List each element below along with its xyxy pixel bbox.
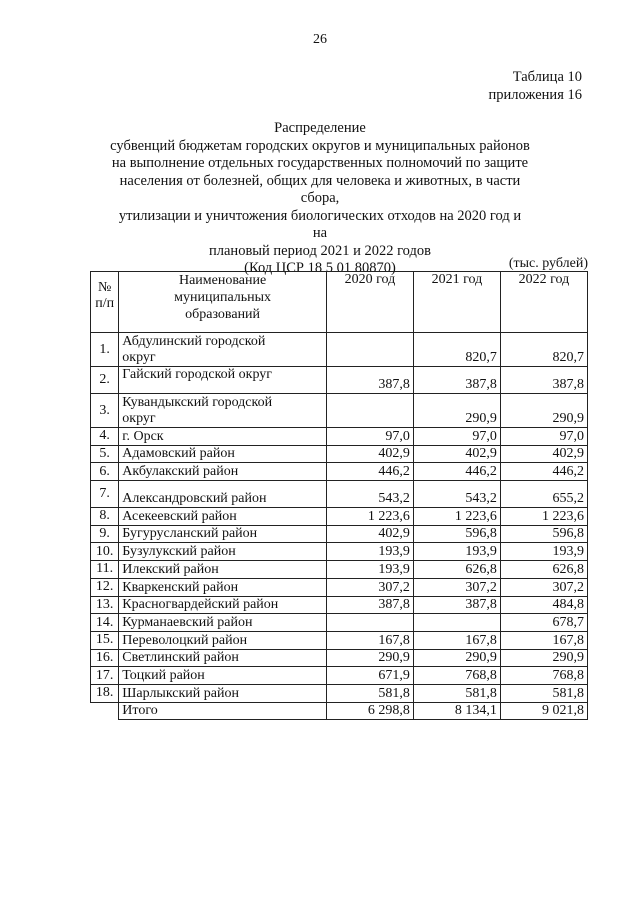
row-number: 11. bbox=[91, 561, 119, 579]
header-2022: 2022 год bbox=[500, 272, 587, 333]
row-number: 6. bbox=[91, 463, 119, 481]
value-2020: 387,8 bbox=[326, 596, 413, 614]
value-2020: 193,9 bbox=[326, 543, 413, 561]
table-row bbox=[91, 394, 588, 428]
header-name bbox=[119, 272, 327, 333]
row-name-line: Кувандыкский городской bbox=[122, 395, 273, 410]
value-2022: 581,8 bbox=[500, 684, 587, 702]
value-2021: 167,8 bbox=[413, 631, 500, 649]
value-2020: 446,2 bbox=[326, 463, 413, 481]
value-2020: 167,8 bbox=[326, 631, 413, 649]
heading-line: (Код ЦСР 18 5 01 80870) bbox=[244, 260, 396, 276]
heading-line: плановый период 2021 и 2022 годов bbox=[209, 242, 431, 259]
table-header-row bbox=[91, 272, 588, 333]
row-number: 3. bbox=[91, 394, 119, 428]
value-2021: 402,9 bbox=[413, 445, 500, 463]
value-2022: 387,8 bbox=[500, 367, 587, 394]
row-number: 15. bbox=[91, 631, 119, 649]
value-2020 bbox=[326, 394, 413, 428]
header-2021: 2021 год bbox=[413, 272, 500, 333]
heading-line: на выполнение отдельных государственных полномочий по защите bbox=[111, 155, 529, 171]
table-row bbox=[91, 561, 588, 579]
value-2020: 1 223,6 bbox=[326, 508, 413, 526]
total-2022: 9 021,8 bbox=[500, 702, 587, 720]
row-name-line: округ bbox=[122, 350, 156, 365]
row-number: 16. bbox=[91, 649, 119, 667]
value-2020 bbox=[326, 614, 413, 632]
value-2021: 626,8 bbox=[413, 561, 500, 579]
value-2021: 387,8 bbox=[413, 367, 500, 394]
value-2020: 193,9 bbox=[326, 561, 413, 579]
value-2021 bbox=[413, 614, 500, 632]
value-2022: 484,8 bbox=[500, 596, 587, 614]
value-2021: 290,9 bbox=[413, 649, 500, 667]
page-number: 26 bbox=[313, 32, 327, 47]
table-row bbox=[91, 525, 588, 543]
row-number: 9. bbox=[91, 525, 119, 543]
row-name bbox=[119, 333, 327, 367]
value-2020: 97,0 bbox=[326, 428, 413, 446]
appendix-reference: приложения 16 bbox=[488, 87, 582, 103]
table-row bbox=[91, 649, 588, 667]
value-2021: 387,8 bbox=[413, 596, 500, 614]
value-2021: 820,7 bbox=[413, 333, 500, 367]
unit-label: (тыс. рублей) bbox=[508, 256, 588, 271]
table-row bbox=[91, 481, 588, 508]
value-2022: 1 223,6 bbox=[500, 508, 587, 526]
value-2020: 402,9 bbox=[326, 445, 413, 463]
row-number: 10. bbox=[91, 543, 119, 561]
row-number: 4. bbox=[91, 428, 119, 446]
value-2020: 543,2 bbox=[326, 481, 413, 508]
row-number: 17. bbox=[91, 667, 119, 685]
row-name: Шарлыкский район bbox=[119, 684, 327, 702]
row-name: Александровский район bbox=[119, 481, 327, 508]
value-2020: 402,9 bbox=[326, 525, 413, 543]
row-number: 12. bbox=[91, 578, 119, 596]
value-2022: 307,2 bbox=[500, 578, 587, 596]
value-2021: 581,8 bbox=[413, 684, 500, 702]
row-name: Переволоцкий район bbox=[119, 631, 327, 649]
row-name: Тоцкий район bbox=[119, 667, 327, 685]
heading-line: утилизации и уничтожения биологических отходов на 2020 год и на bbox=[118, 207, 522, 241]
total-2020: 6 298,8 bbox=[326, 702, 413, 720]
value-2020: 671,9 bbox=[326, 667, 413, 685]
row-number: 2. bbox=[91, 367, 119, 394]
value-2021: 290,9 bbox=[413, 394, 500, 428]
table-row bbox=[91, 367, 588, 394]
value-2022: 446,2 bbox=[500, 463, 587, 481]
value-2021: 446,2 bbox=[413, 463, 500, 481]
value-2022: 820,7 bbox=[500, 333, 587, 367]
header-number-line: № bbox=[97, 280, 112, 295]
table-row bbox=[91, 543, 588, 561]
row-number: 14. bbox=[91, 614, 119, 632]
value-2022: 596,8 bbox=[500, 525, 587, 543]
row-number: 18. bbox=[91, 684, 119, 702]
row-number: 7. bbox=[91, 481, 119, 508]
document-heading bbox=[110, 120, 530, 278]
heading-line: Распределение bbox=[274, 120, 366, 136]
value-2020 bbox=[326, 333, 413, 367]
subsidy-table bbox=[90, 271, 588, 720]
value-2020: 290,9 bbox=[326, 649, 413, 667]
row-number: 8. bbox=[91, 508, 119, 526]
header-2020: 2020 год bbox=[326, 272, 413, 333]
value-2022: 626,8 bbox=[500, 561, 587, 579]
value-2021: 193,9 bbox=[413, 543, 500, 561]
row-name: Кваркенский район bbox=[119, 578, 327, 596]
total-2021: 8 134,1 bbox=[413, 702, 500, 720]
value-2022: 97,0 bbox=[500, 428, 587, 446]
row-name: Асекеевский район bbox=[119, 508, 327, 526]
table-row bbox=[91, 463, 588, 481]
value-2021: 768,8 bbox=[413, 667, 500, 685]
value-2021: 543,2 bbox=[413, 481, 500, 508]
row-name: Светлинский район bbox=[119, 649, 327, 667]
row-number: 13. bbox=[91, 596, 119, 614]
table-reference: Таблица 10 bbox=[512, 69, 582, 85]
value-2021: 1 223,6 bbox=[413, 508, 500, 526]
table-row bbox=[91, 614, 588, 632]
total-label: Итого bbox=[119, 702, 327, 720]
table-row bbox=[91, 596, 588, 614]
total-blank bbox=[91, 702, 119, 720]
row-name bbox=[119, 394, 327, 428]
value-2022: 290,9 bbox=[500, 394, 587, 428]
row-name: Адамовский район bbox=[119, 445, 327, 463]
row-name-line: Абдулинский городской bbox=[122, 334, 266, 349]
table-row bbox=[91, 631, 588, 649]
value-2020: 581,8 bbox=[326, 684, 413, 702]
heading-line: населения от болезней, общих для человека и животных, в части сбора, bbox=[119, 172, 521, 206]
value-2020: 307,2 bbox=[326, 578, 413, 596]
value-2020: 387,8 bbox=[326, 367, 413, 394]
header-number bbox=[91, 272, 119, 333]
header-name-line: образований bbox=[185, 307, 261, 322]
row-name: Бугурусланский район bbox=[119, 525, 327, 543]
row-name: Красногвардейский район bbox=[119, 596, 327, 614]
value-2022: 402,9 bbox=[500, 445, 587, 463]
table-row bbox=[91, 445, 588, 463]
value-2022: 290,9 bbox=[500, 649, 587, 667]
value-2021: 97,0 bbox=[413, 428, 500, 446]
heading-line: субвенций бюджетам городских округов и муниципальных районов bbox=[110, 137, 530, 154]
table-row bbox=[91, 684, 588, 702]
value-2022: 768,8 bbox=[500, 667, 587, 685]
value-2022: 193,9 bbox=[500, 543, 587, 561]
header-name-line: Наименование bbox=[178, 273, 267, 288]
header-name-line: муниципальных bbox=[174, 290, 272, 305]
row-name-line: округ bbox=[122, 411, 156, 426]
row-name: Курманаевский район bbox=[119, 614, 327, 632]
value-2022: 167,8 bbox=[500, 631, 587, 649]
value-2022: 678,7 bbox=[500, 614, 587, 632]
header-number-line: п/п bbox=[95, 296, 115, 311]
row-name: г. Орск bbox=[119, 428, 327, 446]
total-row bbox=[91, 702, 588, 720]
row-number: 5. bbox=[91, 445, 119, 463]
value-2021: 307,2 bbox=[413, 578, 500, 596]
row-name: Илекский район bbox=[119, 561, 327, 579]
row-name: Акбулакский район bbox=[119, 463, 327, 481]
row-name: Бузулукский район bbox=[119, 543, 327, 561]
value-2021: 596,8 bbox=[413, 525, 500, 543]
value-2022: 655,2 bbox=[500, 481, 587, 508]
row-number: 1. bbox=[91, 333, 119, 367]
table-row bbox=[91, 428, 588, 446]
table-row bbox=[91, 667, 588, 685]
table-row bbox=[91, 508, 588, 526]
table-row bbox=[91, 333, 588, 367]
table-row bbox=[91, 578, 588, 596]
row-name: Гайский городской округ bbox=[119, 367, 327, 394]
